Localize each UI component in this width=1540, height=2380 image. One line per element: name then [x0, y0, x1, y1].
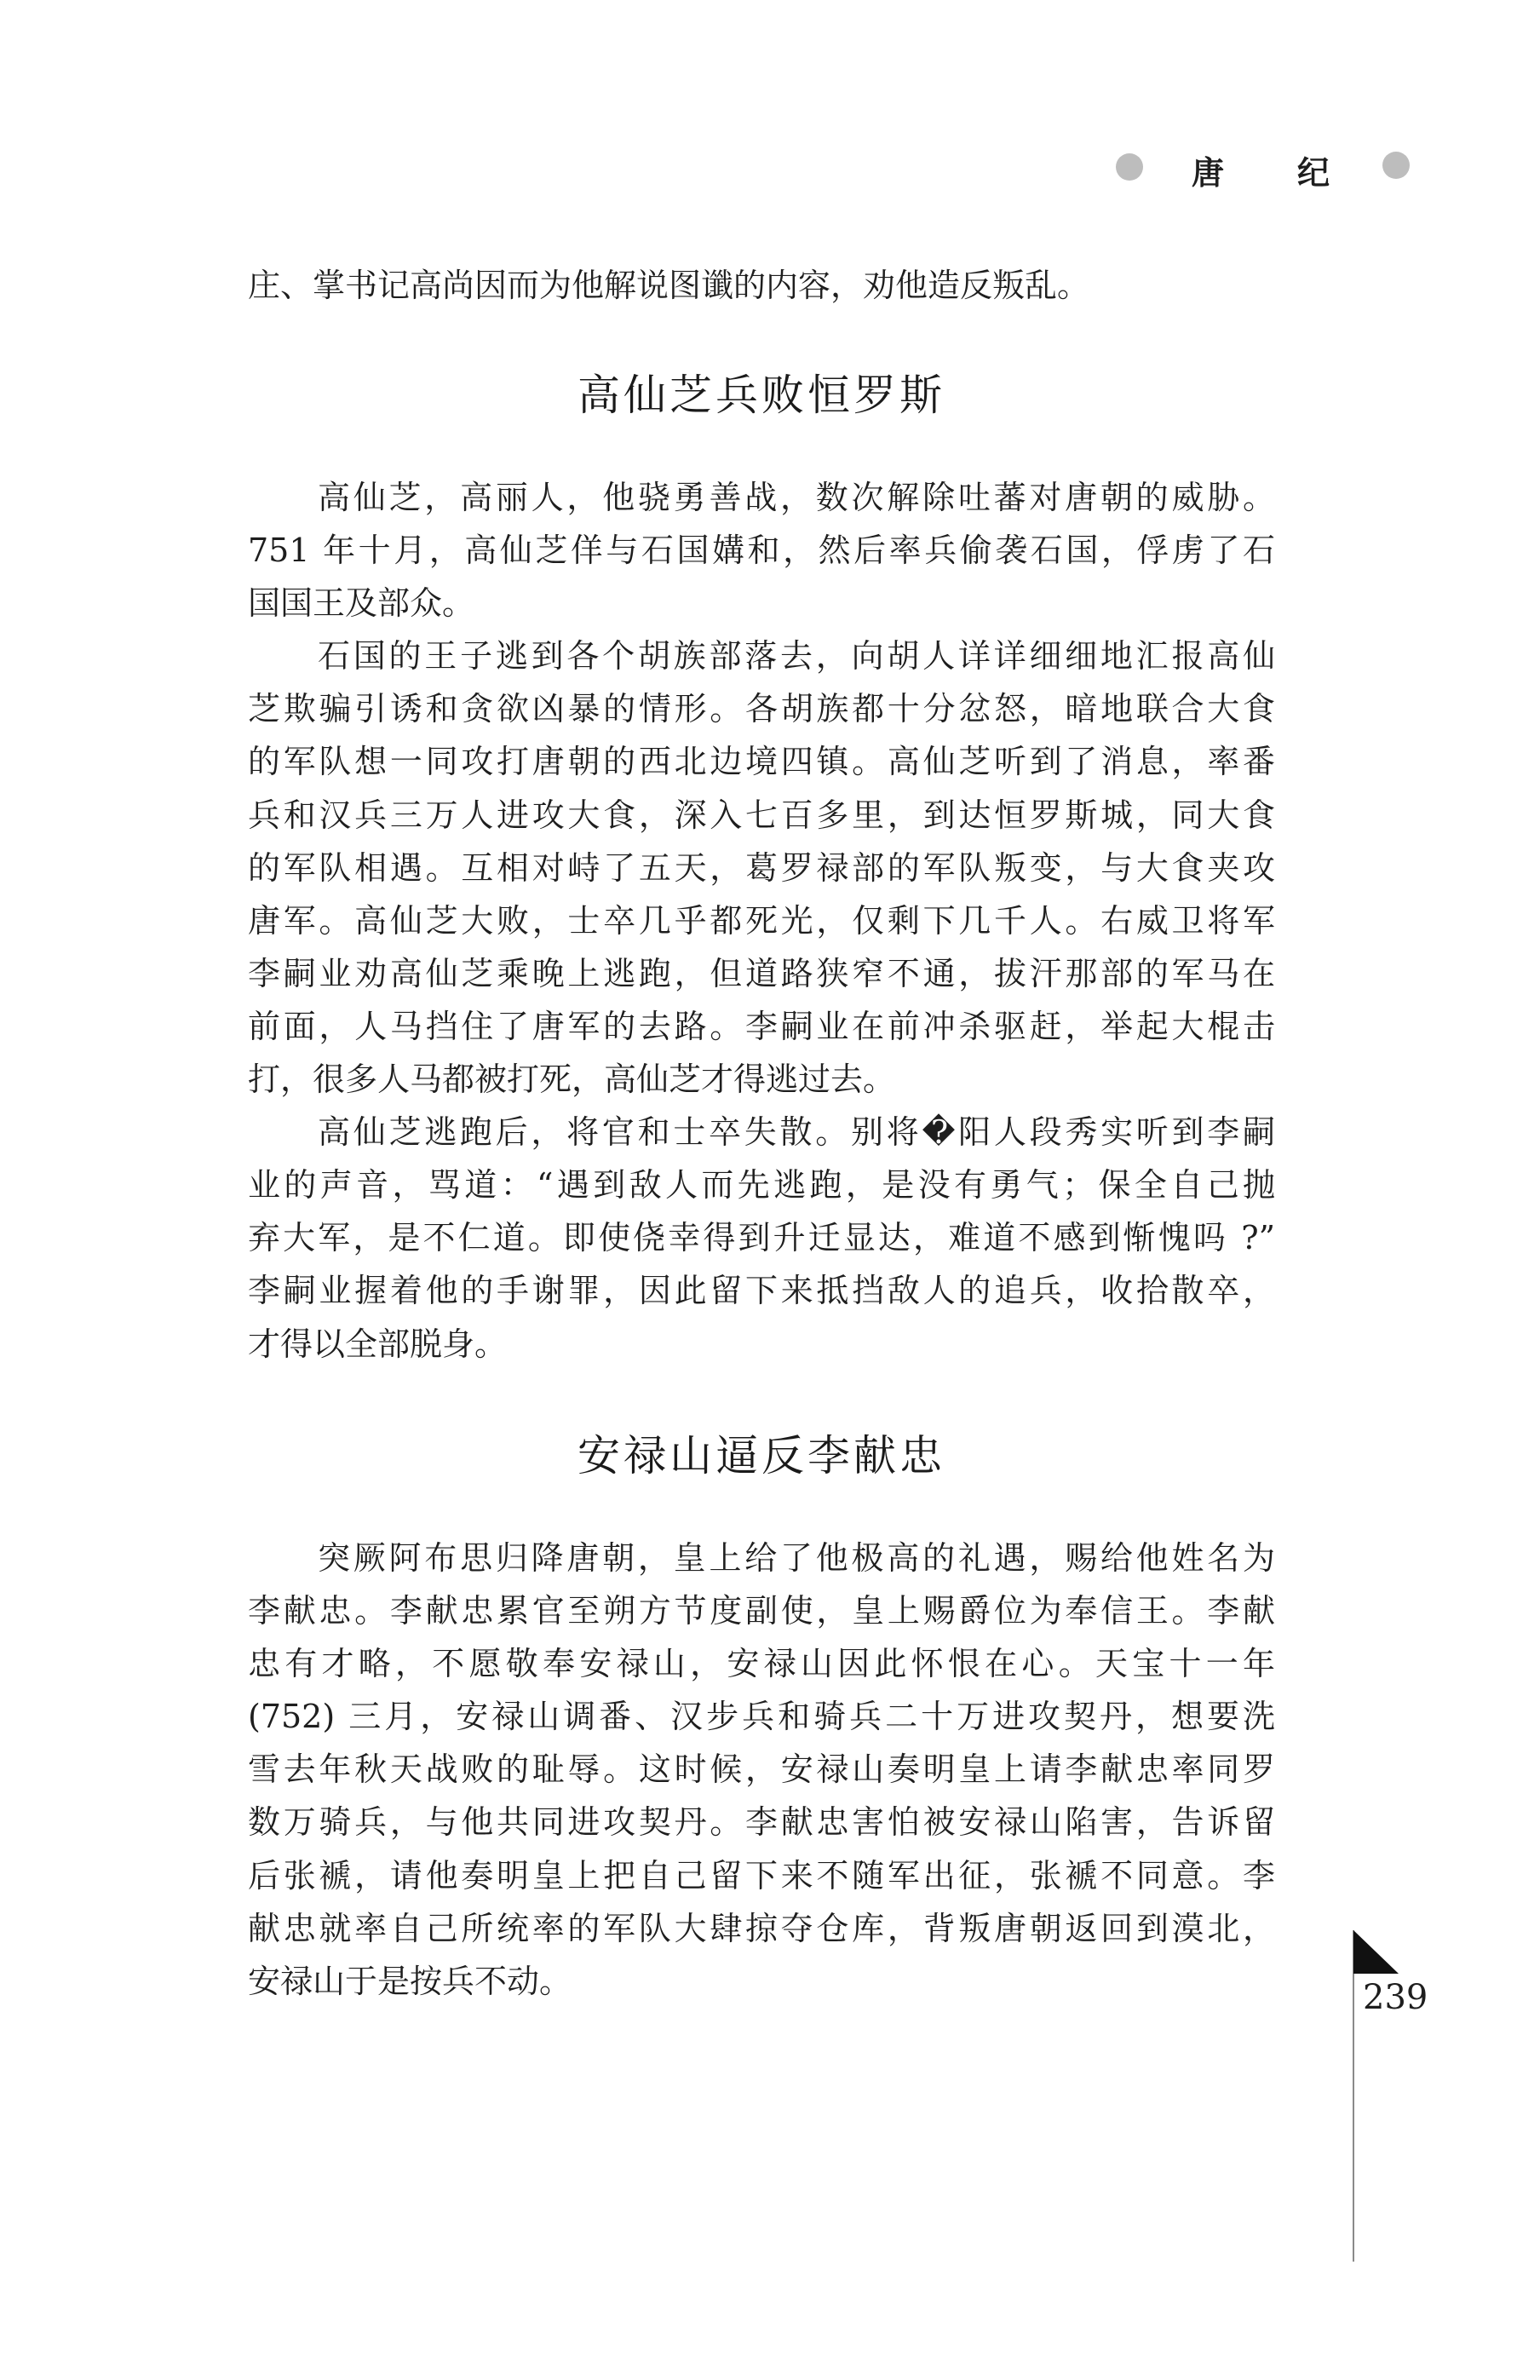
text-line: 才得以全部脱身。 — [248, 1325, 508, 1363]
text-line: 兵和汉兵三万人进攻大食，深入七百多里，到达恒罗斯城，同大食 — [248, 796, 1275, 834]
text-line: 数万骑兵，与他共同进攻契丹。李献忠害怕被安禄山陷害，告诉留 — [248, 1803, 1275, 1842]
text-line: 唐军。高仙芝大败，士卒几乎都死光，仅剩下几千人。右威卫将军 — [248, 901, 1275, 940]
text-line: 前面，人马挡住了唐军的去路。李嗣业在前冲杀驱赶，举起大棍击 — [248, 1007, 1275, 1045]
text-line: 国国王及部众。 — [248, 584, 475, 623]
text-line: (752) 三月，安禄山调番、汉步兵和骑兵二十万进攻契丹，想要洗 — [248, 1698, 1275, 1736]
text-line: 弃大军，是不仁道。即使侥幸得到升迁显达，难道不感到惭愧吗 ?” — [248, 1219, 1275, 1257]
text-line: 雪去年秋天战败的耻辱。这时候，安禄山奏明皇上请李献忠率同罗 — [248, 1751, 1275, 1789]
text-line: 李献忠。李献忠累官至朔方节度副使，皇上赐爵位为奉信王。李献 — [248, 1592, 1275, 1630]
text-line: 后张褫，请他奏明皇上把自己留下来不随军出征，张褫不同意。李 — [248, 1856, 1275, 1894]
paragraph — [248, 629, 1275, 1106]
text-line: 打，很多人马都被打死，高仙芝才得逃过去。 — [248, 1061, 896, 1099]
text-line: 庄、掌书记高尚因而为他解说图谶的内容，劝他造反叛乱。 — [248, 267, 1090, 304]
section-body — [248, 1532, 1275, 2008]
section-heading: 高仙芝兵败恒罗斯 — [578, 371, 945, 420]
paragraph — [248, 1106, 1275, 1370]
text-line: 李嗣业劝高仙芝乘晚上逃跑，但道路狭窄不通，拔汗那部的军马在 — [248, 954, 1275, 992]
text-line: 石国的王子逃到各个胡族部落去，向胡人详详细细地汇报高仙 — [318, 637, 1275, 675]
section-body — [248, 471, 1275, 1371]
text-line: 李嗣业握着他的手谢罪，因此留下来抵挡敌人的追兵，收拾散卒， — [248, 1272, 1275, 1310]
text-line: 高仙芝逃跑后，将官和士卒失散。别将�阳人段秀实听到李嗣 — [318, 1113, 1275, 1152]
folio-rule — [1353, 1930, 1354, 2262]
continued-text — [248, 259, 1275, 312]
text-line: 突厥阿布思归降唐朝，皇上给了他极高的礼遇，赐给他姓名为 — [318, 1539, 1275, 1577]
paragraph — [248, 1532, 1275, 2008]
page-number: 239 — [1363, 1978, 1428, 2017]
text-line: 的军队想一同攻打唐朝的西北边境四镇。高仙芝听到了消息，率番 — [248, 743, 1275, 781]
running-header-left: 唐 — [1192, 154, 1225, 192]
header-dot-left-icon — [1116, 153, 1143, 181]
text-line: 的军队相遇。互相对峙了五天，葛罗禄部的军队叛变，与大食夹攻 — [248, 848, 1275, 887]
text-line: 安禄山于是按兵不动。 — [248, 1962, 572, 2000]
header-dot-right-icon — [1382, 152, 1410, 179]
text-line: 业的声音，骂道：“遇到敌人而先逃跑，是没有勇气；保全自己抛 — [248, 1166, 1275, 1204]
folio-triangle-icon — [1353, 1930, 1399, 1974]
paragraph — [248, 259, 1275, 312]
text-line: 忠有才略，不愿敬奉安禄山，安禄山因此怀恨在心。天宝十一年 — [248, 1645, 1275, 1683]
text-line: 献忠就率自己所统率的军队大肆掠夺仓库，背叛唐朝返回到漠北， — [248, 1909, 1275, 1947]
paragraph — [248, 471, 1275, 629]
running-header-right: 纪 — [1297, 154, 1330, 192]
section-heading: 安禄山逼反李献忠 — [578, 1431, 945, 1480]
text-line: 芝欺骗引诱和贪欲凶暴的情形。各胡族都十分忿怒，暗地联合大食 — [248, 690, 1275, 728]
text-line: 751 年十月，高仙芝佯与石国媾和，然后率兵偷袭石国，俘虏了石 — [248, 532, 1275, 570]
text-line: 高仙芝，高丽人，他骁勇善战，数次解除吐蕃对唐朝的威胁。 — [318, 479, 1275, 516]
